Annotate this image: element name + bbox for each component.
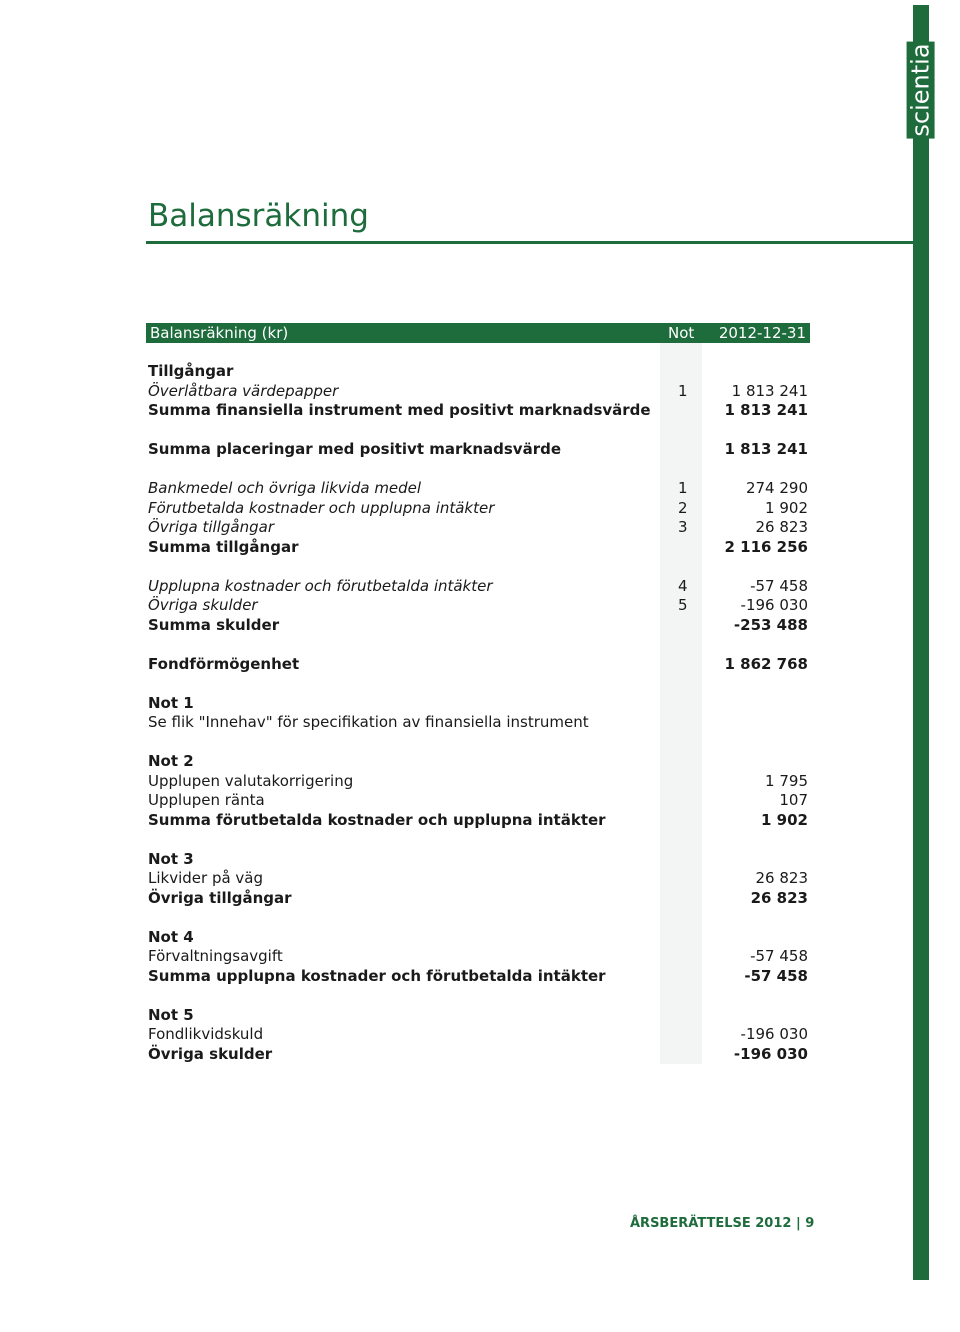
row-label: Fondförmögenhet bbox=[148, 654, 300, 673]
table-spacer bbox=[146, 557, 810, 577]
table-spacer bbox=[146, 674, 810, 694]
row-label: Fondlikvidskuld bbox=[148, 1025, 264, 1043]
table-row bbox=[146, 1006, 810, 1026]
row-label: Summa förutbetalda kostnader och upplupna intäkter bbox=[148, 810, 606, 829]
table-row bbox=[146, 538, 810, 558]
row-value: 26 823 bbox=[750, 888, 808, 907]
row-note: 1 bbox=[678, 479, 688, 497]
row-label: Not 1 bbox=[148, 693, 194, 712]
brand-text: scientia bbox=[907, 43, 936, 137]
row-label: Summa finansiella instrument med positivt marknadsvärde bbox=[148, 401, 651, 419]
table-spacer bbox=[146, 421, 810, 441]
row-label: Likvider på väg bbox=[148, 869, 264, 887]
table-header-note: Not bbox=[668, 324, 695, 342]
table-row bbox=[146, 577, 810, 597]
title-rule bbox=[146, 241, 914, 244]
row-label: Övriga skulder bbox=[148, 596, 258, 614]
table-spacer bbox=[146, 830, 810, 850]
table-row bbox=[146, 382, 810, 402]
row-label: Övriga skulder bbox=[148, 1044, 273, 1063]
row-label: Övriga tillgångar bbox=[148, 888, 292, 907]
row-label: Upplupen valutakorrigering bbox=[148, 771, 354, 790]
table-row bbox=[146, 1045, 810, 1065]
row-label: Förvaltningsavgift bbox=[148, 947, 283, 965]
row-label: Not 2 bbox=[148, 752, 194, 770]
table-row bbox=[146, 518, 810, 538]
row-label: Summa placeringar med positivt marknadsvärde bbox=[148, 440, 562, 458]
row-label: Upplupen ränta bbox=[148, 791, 265, 809]
side-accent-bar bbox=[913, 5, 929, 1280]
row-label: Överlåtbara värdepapper bbox=[148, 381, 339, 400]
page-title: Balansräkning bbox=[148, 198, 369, 234]
row-value: 1 862 768 bbox=[724, 654, 808, 673]
row-note: 3 bbox=[678, 518, 688, 536]
table-row bbox=[146, 850, 810, 870]
row-note: 1 bbox=[678, 381, 688, 400]
table-header-date: 2012-12-31 bbox=[718, 324, 806, 342]
balance-table-body bbox=[146, 362, 810, 1064]
page-footer: ÅRSBERÄTTELSE 2012 | 9 bbox=[630, 1216, 815, 1231]
row-label: Summa skulder bbox=[148, 615, 280, 634]
table-row bbox=[146, 479, 810, 499]
row-value: -57 458 bbox=[750, 947, 808, 965]
table-row bbox=[146, 362, 810, 382]
table-spacer bbox=[146, 986, 810, 1006]
brand-logo bbox=[903, 40, 939, 140]
row-label: Not 4 bbox=[148, 927, 194, 946]
table-spacer bbox=[146, 733, 810, 753]
row-value: -57 458 bbox=[744, 966, 808, 985]
row-value: 1 813 241 bbox=[724, 440, 808, 458]
row-value: -57 458 bbox=[750, 576, 808, 595]
row-value: 26 823 bbox=[755, 869, 808, 887]
row-label: Summa tillgångar bbox=[148, 537, 299, 556]
table-row bbox=[146, 947, 810, 967]
row-value: -196 030 bbox=[733, 1044, 808, 1063]
row-value: 1 902 bbox=[761, 810, 808, 829]
table-row bbox=[146, 440, 810, 460]
row-value: 1 813 241 bbox=[731, 381, 808, 400]
row-label: Se flik "Innehav" för specifikation av finansiella instrument bbox=[148, 713, 589, 731]
row-value: -196 030 bbox=[740, 1025, 808, 1043]
table-row bbox=[146, 889, 810, 909]
row-label: Övriga tillgångar bbox=[148, 518, 274, 536]
row-label: Tillgångar bbox=[148, 362, 234, 380]
row-value: 26 823 bbox=[755, 518, 808, 536]
table-row bbox=[146, 772, 810, 792]
row-label: Not 3 bbox=[148, 849, 194, 868]
table-row bbox=[146, 928, 810, 948]
row-label: Bankmedel och övriga likvida medel bbox=[148, 479, 422, 497]
row-value: -253 488 bbox=[733, 615, 808, 634]
table-row bbox=[146, 811, 810, 831]
row-note: 2 bbox=[678, 498, 688, 517]
table-spacer bbox=[146, 635, 810, 655]
row-label: Förutbetalda kostnader och upplupna intäkter bbox=[148, 498, 495, 517]
table-row bbox=[146, 869, 810, 889]
table-row bbox=[146, 1025, 810, 1045]
row-label: Summa upplupna kostnader och förutbetalda intäkter bbox=[148, 966, 606, 985]
table-row bbox=[146, 752, 810, 772]
table-row bbox=[146, 713, 810, 733]
table-row bbox=[146, 655, 810, 675]
table-row bbox=[146, 694, 810, 714]
table-header bbox=[146, 323, 810, 343]
table-header-label: Balansräkning (kr) bbox=[150, 324, 289, 342]
table-row bbox=[146, 967, 810, 987]
row-note: 5 bbox=[678, 596, 688, 614]
row-value: 274 290 bbox=[745, 479, 808, 497]
table-spacer bbox=[146, 908, 810, 928]
row-value: 107 bbox=[779, 791, 808, 809]
row-value: 1 902 bbox=[765, 498, 808, 517]
table-row bbox=[146, 791, 810, 811]
row-value: 1 813 241 bbox=[724, 401, 808, 419]
table-row bbox=[146, 401, 810, 421]
row-value: 1 795 bbox=[765, 771, 808, 790]
table-row bbox=[146, 616, 810, 636]
row-label: Upplupna kostnader och förutbetalda intäkter bbox=[148, 576, 493, 595]
row-value: 2 116 256 bbox=[724, 537, 808, 556]
table-row bbox=[146, 596, 810, 616]
row-note: 4 bbox=[678, 576, 688, 595]
row-value: -196 030 bbox=[740, 596, 808, 614]
table-row bbox=[146, 499, 810, 519]
row-label: Not 5 bbox=[148, 1005, 194, 1024]
table-spacer bbox=[146, 460, 810, 480]
